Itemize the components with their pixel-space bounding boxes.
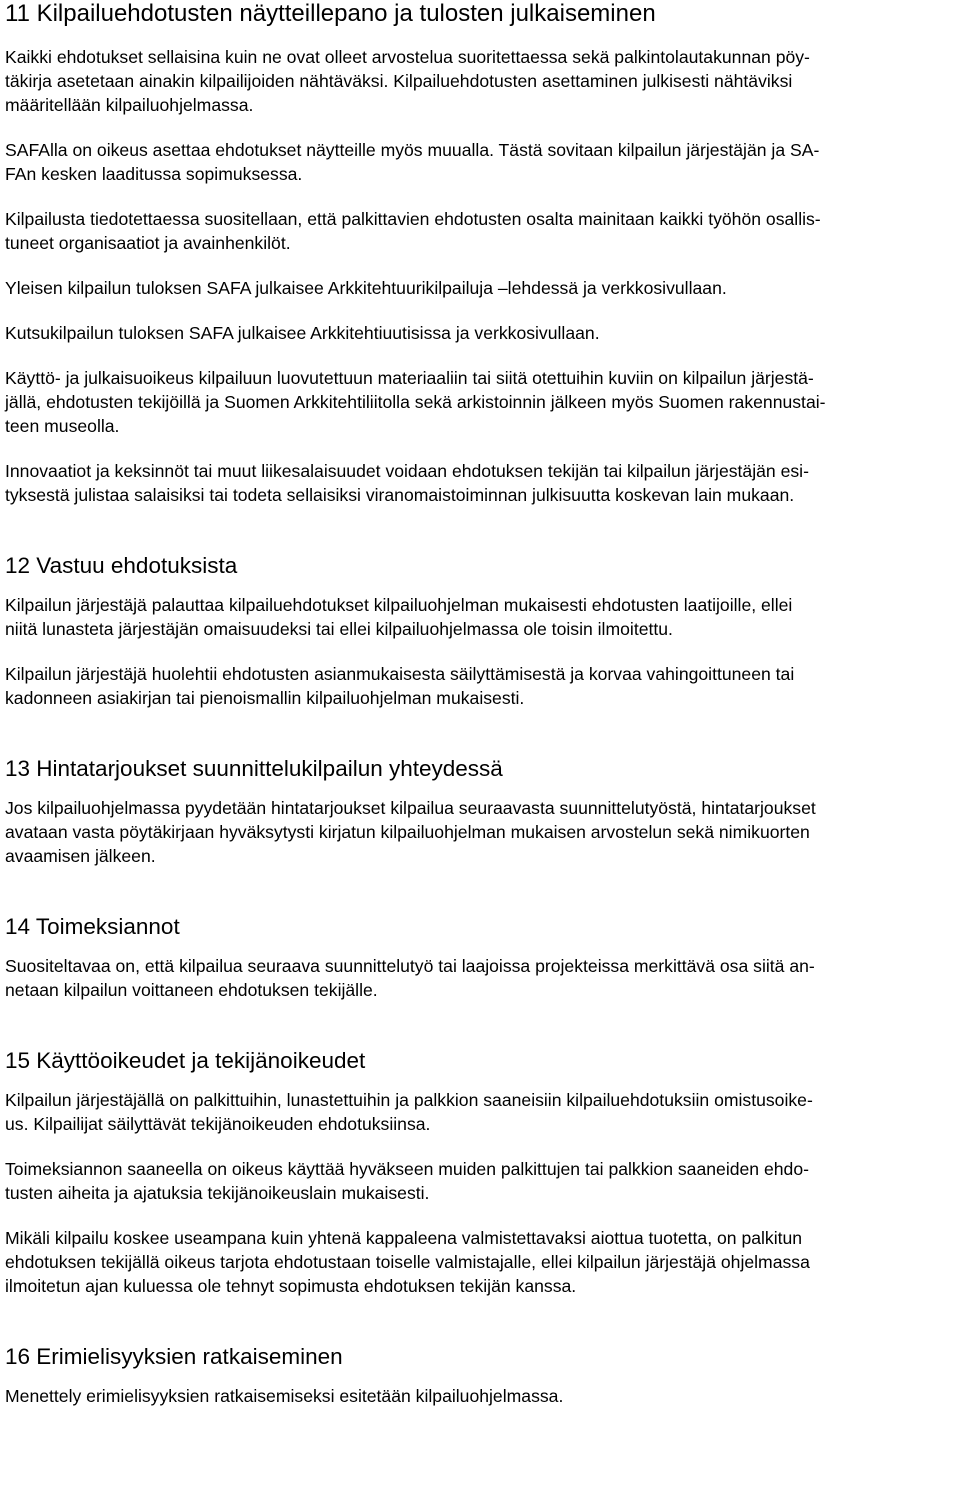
section-heading: 11 Kilpailuehdotusten näytteillepano ja tulosten julkaiseminen [5,0,656,27]
text-line: Kaikki ehdotukset sellaisina kuin ne ovat olleet arvostelua suoritettaessa sekä palkintolautakunnan pöy- [5,47,810,67]
text-line: jällä, ehdotusten tekijöillä ja Suomen Arkkitehtiliitolla sekä arkistoinnin jälkeen myös Suomen rakennustai- [5,392,826,412]
text-line: Kilpailusta tiedotettaessa suositellaan, että palkittavien ehdotusten osalta mainitaan kaikki työhön osallis- [5,209,821,229]
text-line: niitä lunasteta järjestäjän omaisuudeksi tai ellei kilpailuohjelmassa ole toisin ilmoitettu. [5,619,673,639]
text-line: tyksestä julistaa salaisiksi tai todeta sellaisiksi viranomaistoiminnan julkisuutta koskevan lain mukaan. [5,485,795,505]
paragraph [5,662,955,710]
paragraph [5,1088,955,1136]
text-line: Suositeltavaa on, että kilpailua seuraava suunnittelutyö tai laajoissa projekteissa merkittävä osa siitä an- [5,956,815,976]
section-heading: 16 Erimielisyyksien ratkaiseminen [5,1344,343,1369]
text-line: Kilpailun järjestäjällä on palkittuihin, lunastettuihin ja palkkion saaneisiin kilpailuehdotuksiin omistusoike- [5,1090,813,1110]
paragraph [5,138,955,186]
text-line: Innovaatiot ja keksinnöt tai muut liikesalaisuudet voidaan ehdotuksen tekijän tai kilpailun järjestäjän esi- [5,461,809,481]
text-line: netaan kilpailun voittaneen ehdotuksen tekijälle. [5,980,378,1000]
paragraph [5,954,955,1002]
paragraph [5,1226,955,1298]
text-line: us. Kilpailijat säilyttävät tekijänoikeuden ehdotuksiinsa. [5,1114,431,1134]
paragraph [5,796,955,868]
section-heading: 15 Käyttöoikeudet ja tekijänoikeudet [5,1048,366,1073]
text-line: Yleisen kilpailun tuloksen SAFA julkaisee Arkkitehtuurikilpailuja –lehdessä ja verkkosivullaan. [5,278,727,298]
text-line: Kilpailun järjestäjä huolehtii ehdotusten asianmukaisesta säilyttämisestä ja korvaa vahingoittuneen tai [5,664,795,684]
section-heading: 13 Hintatarjoukset suunnittelukilpailun yhteydessä [5,756,503,781]
section-heading: 14 Toimeksiannot [5,914,180,939]
paragraph [5,1157,955,1205]
paragraph [5,1384,955,1408]
text-line: avaamisen jälkeen. [5,846,156,866]
text-line: Menettely erimielisyyksien ratkaisemiseksi esitetään kilpailuohjelmassa. [5,1386,564,1406]
text-line: Jos kilpailuohjelmassa pyydetään hintatarjoukset kilpailua seuraavasta suunnittelutyöstä, hintatarjoukset [5,798,816,818]
text-line: FAn kesken laaditussa sopimuksessa. [5,164,303,184]
text-line: teen museolla. [5,416,120,436]
text-line: SAFAlla on oikeus asettaa ehdotukset näytteille myös muualla. Tästä sovitaan kilpailun järjestäjän ja SA- [5,140,820,160]
text-line: Kilpailun järjestäjä palauttaa kilpailuehdotukset kilpailuohjelman mukaisesti ehdotusten laatijoille, ellei [5,595,793,615]
text-line: ilmoitetun ajan kuluessa ole tehnyt sopimusta ehdotuksen tekijän kanssa. [5,1276,577,1296]
paragraph [5,321,955,345]
paragraph [5,459,955,507]
paragraph [5,366,955,438]
text-line: avataan vasta pöytäkirjaan hyväksytysti kirjatun kilpailuohjelman mukaisen arvostelun sekä nimikuorten [5,822,810,842]
paragraph [5,276,955,300]
text-line: täkirja asetetaan ainakin kilpailijoiden nähtäväksi. Kilpailuehdotusten asettaminen julkisesti nähtäviksi [5,71,793,91]
document-page [5,0,955,1408]
paragraph [5,45,955,117]
text-line: Mikäli kilpailu koskee useampana kuin yhtenä kappaleena valmistettavaksi aiottua tuotetta, on palkitun [5,1228,803,1248]
text-line: ehdotuksen tekijällä oikeus tarjota ehdotustaan toiselle valmistajalle, ellei kilpailun järjestäjä ohjelmassa [5,1252,810,1272]
text-line: tusten aiheita ja ajatuksia tekijänoikeuslain mukaisesti. [5,1183,430,1203]
text-line: Käyttö- ja julkaisuoikeus kilpailuun luovutettuun materiaaliin tai siitä otettuihin kuviin on kilpailun järjestä- [5,368,814,388]
text-line: Toimeksiannon saaneella on oikeus käyttää hyväkseen muiden palkittujen tai palkkion saaneiden ehdo- [5,1159,809,1179]
section-heading: 12 Vastuu ehdotuksista [5,553,238,578]
paragraph [5,207,955,255]
paragraph [5,593,955,641]
text-line: Kutsukilpailun tuloksen SAFA julkaisee Arkkitehtiuutisissa ja verkkosivullaan. [5,323,600,343]
text-line: kadonneen asiakirjan tai pienoismallin kilpailuohjelman mukaisesti. [5,688,525,708]
text-line: määritellään kilpailuohjelmassa. [5,95,254,115]
text-line: tuneet organisaatiot ja avainhenkilöt. [5,233,291,253]
